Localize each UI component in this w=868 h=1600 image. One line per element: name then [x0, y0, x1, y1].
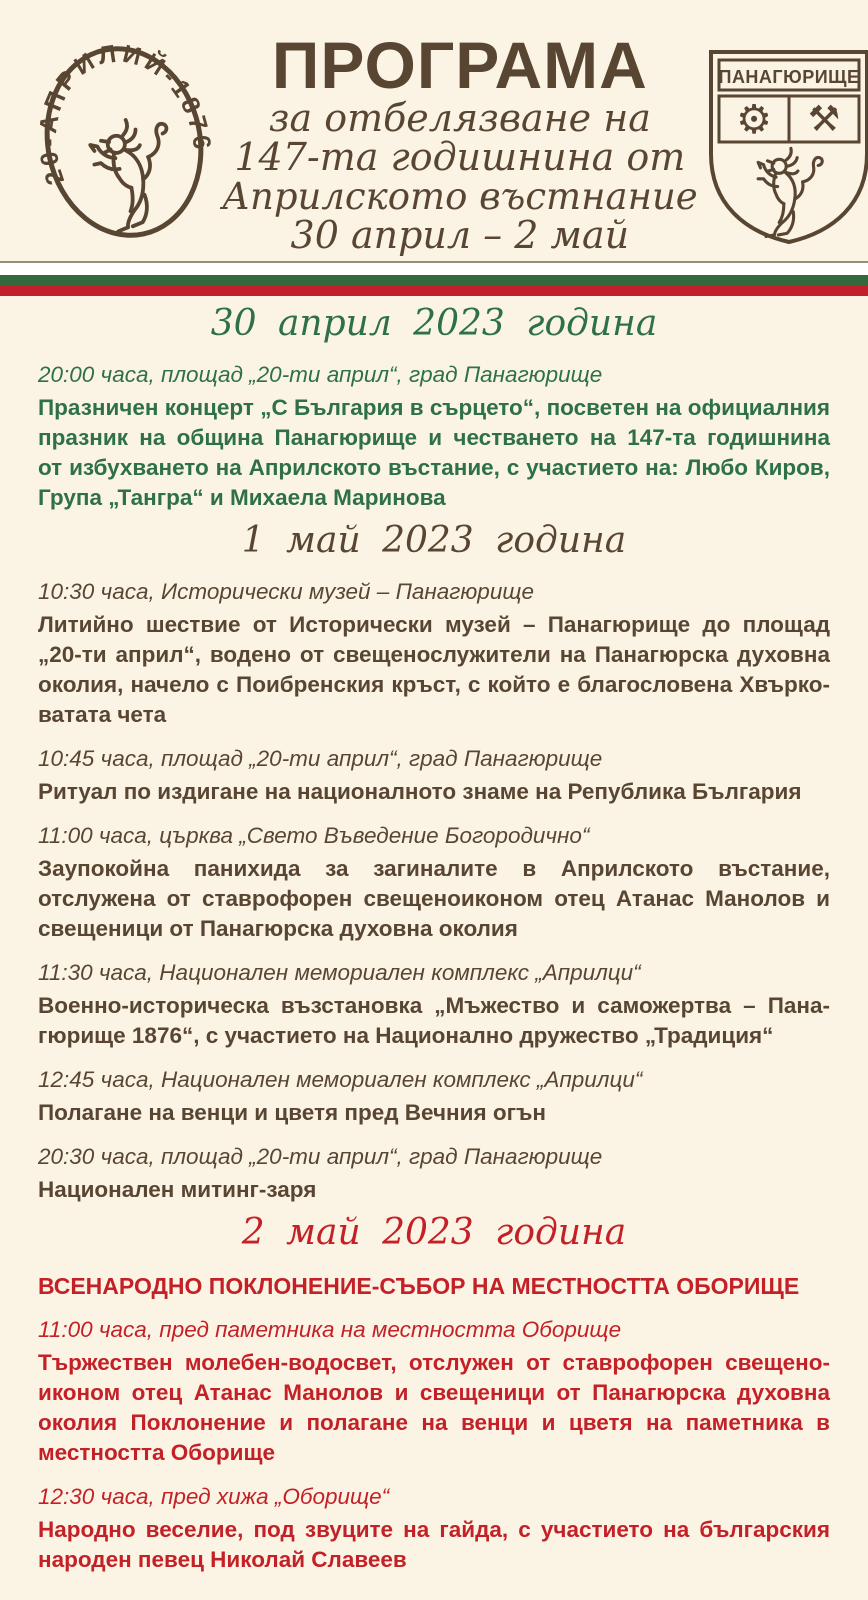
emblem-graphic — [698, 46, 868, 251]
event-description — [38, 1098, 830, 1128]
description-line: местността Оборище — [38, 1439, 275, 1465]
emblem-city-name: ПАНАГЮРИЩЕ — [718, 67, 860, 87]
description-line: Литийно шествие от Исторически музей – Панагюрище до площад — [38, 611, 830, 637]
event — [38, 1065, 830, 1128]
section-heading: 2 май 2023 година — [241, 1211, 627, 1253]
description-line: Народно веселие, под звуците на гайда, с участието на българския — [38, 1516, 830, 1542]
event-time-location: 10:45 часа, площад „20-ти април“, град Панагюрище — [38, 745, 603, 771]
event-description — [38, 1175, 830, 1205]
event — [38, 821, 830, 944]
description-line: „20-ти април“, водено от свещенослужители на Панагюрска духовна — [38, 641, 830, 667]
description-line: Група „Тангра“ и Михаела Маринова — [38, 484, 446, 510]
description-line: Празничен концерт „С България в сърцето“, посветен на официалния — [38, 394, 830, 420]
subtitle-line-1: за отбелязване на — [268, 96, 651, 141]
emblem-lion-icon — [758, 148, 822, 236]
event — [38, 958, 830, 1051]
description-line: Ритуал по издигане на националното знаме на Република България — [38, 778, 802, 804]
description-line: околия, начело с Поибренския кръст, с който е благословена Хвърко- — [38, 671, 830, 697]
subtitle-line-4: 30 април – 2 май — [290, 212, 630, 257]
description-line: Военно-историческа възстановка „Мъжество и саможертва – Пана- — [38, 992, 830, 1018]
seal-graphic — [26, 30, 222, 248]
poster-header — [0, 0, 868, 256]
description-line: Полагане на венци и цветя пред Вечния огън — [38, 1099, 546, 1125]
event — [38, 744, 830, 807]
event — [38, 1482, 830, 1575]
event-description — [38, 991, 830, 1051]
event-description — [38, 1348, 830, 1468]
title-block — [222, 30, 698, 255]
description-line: народен певец Николай Славеев — [38, 1546, 407, 1572]
subtitle-line-2: 147-та годишнина от — [234, 135, 686, 180]
event-description — [38, 393, 830, 513]
description-line: Заупокойна панихида за загиналите в Априлското въстание, — [38, 855, 830, 881]
event — [38, 577, 830, 730]
program-section — [38, 1211, 830, 1575]
section-heading: 30 април 2023 година — [210, 303, 658, 344]
description-line: гюрище 1876“, с участието на Национално дружество „Традиция“ — [38, 1022, 774, 1048]
subtitle-line-3: Априлското въстнание — [222, 174, 698, 218]
event-time-location: 10:30 часа, Исторически музей – Панагюрище — [38, 578, 534, 604]
flag-band-green — [0, 275, 868, 286]
event-description — [38, 854, 830, 944]
gear-icon: ⚙ — [735, 98, 772, 142]
event-time-location: 11:30 часа, Национален мемориален комплекс „Априлци“ — [38, 959, 641, 985]
description-line: околия Поклонение и полагане на венци и цветя на паметника в — [38, 1409, 830, 1435]
description-line: от избухването на Априлското въстание, с участието на: Любо Киров, — [38, 454, 830, 480]
description-line: иконом отец Атанас Манолов и свещеници от Панагюрска духовна — [38, 1379, 830, 1405]
program-section — [38, 302, 830, 513]
april-uprising-seal — [26, 30, 222, 253]
event-description — [38, 610, 830, 730]
description-line: ватата чета — [38, 701, 167, 727]
sections — [0, 302, 868, 1575]
event-time-location: 20:00 часа, площад „20-ти април“, град Панагюрище — [38, 361, 603, 387]
event — [38, 1142, 830, 1205]
poster-title: ПРОГРАМА — [271, 28, 648, 102]
description-line: отслужена от ставрофорен свещеноиконом отец Атанас Манолов и — [38, 885, 830, 911]
program-section — [38, 519, 830, 1205]
flag-stripe — [0, 263, 868, 296]
event — [38, 360, 830, 513]
event-time-location: 12:30 часа, пред хижа „Оборище“ — [38, 1483, 390, 1509]
description-line: празник на община Панагюрище и честването на 147-та годишнина — [38, 424, 830, 450]
description-line: Национален митинг-заря — [38, 1176, 317, 1202]
flag-band-white — [0, 263, 868, 275]
seal-text: 20-АПРИЛИЙ-1876 — [34, 39, 217, 189]
seal-lion-icon — [87, 112, 186, 233]
event-time-location: 12:45 часа, Национален мемориален комплекс „Априлци“ — [38, 1066, 643, 1092]
crossed-hammers-icon: ⚒ — [807, 98, 840, 139]
event-time-location: 11:00 часа, църква „Свето Въведение Богородично“ — [38, 822, 590, 848]
event-time-location: 20:30 часа, площад „20-ти април“, град Панагюрище — [38, 1143, 603, 1169]
section-subheading: ВСЕНАРОДНО ПОКЛОНЕНИЕ-СЪБОР НА МЕСТНОСТТА ОБОРИЩЕ — [38, 1272, 800, 1299]
panagyurishte-emblem — [698, 30, 868, 256]
section-heading: 1 май 2023 година — [241, 519, 627, 561]
event — [38, 1315, 830, 1468]
flag-band-red — [0, 286, 868, 296]
event-description — [38, 777, 830, 807]
event-time-location: 11:00 часа, пред паметника на местността Оборище — [38, 1316, 622, 1342]
event-description — [38, 1515, 830, 1575]
description-line: свещеници от Панагюрска духовна околия — [38, 915, 518, 941]
description-line: Тържествен молебен-водосвет, отслужен от ставрофорен свещено- — [38, 1349, 830, 1375]
